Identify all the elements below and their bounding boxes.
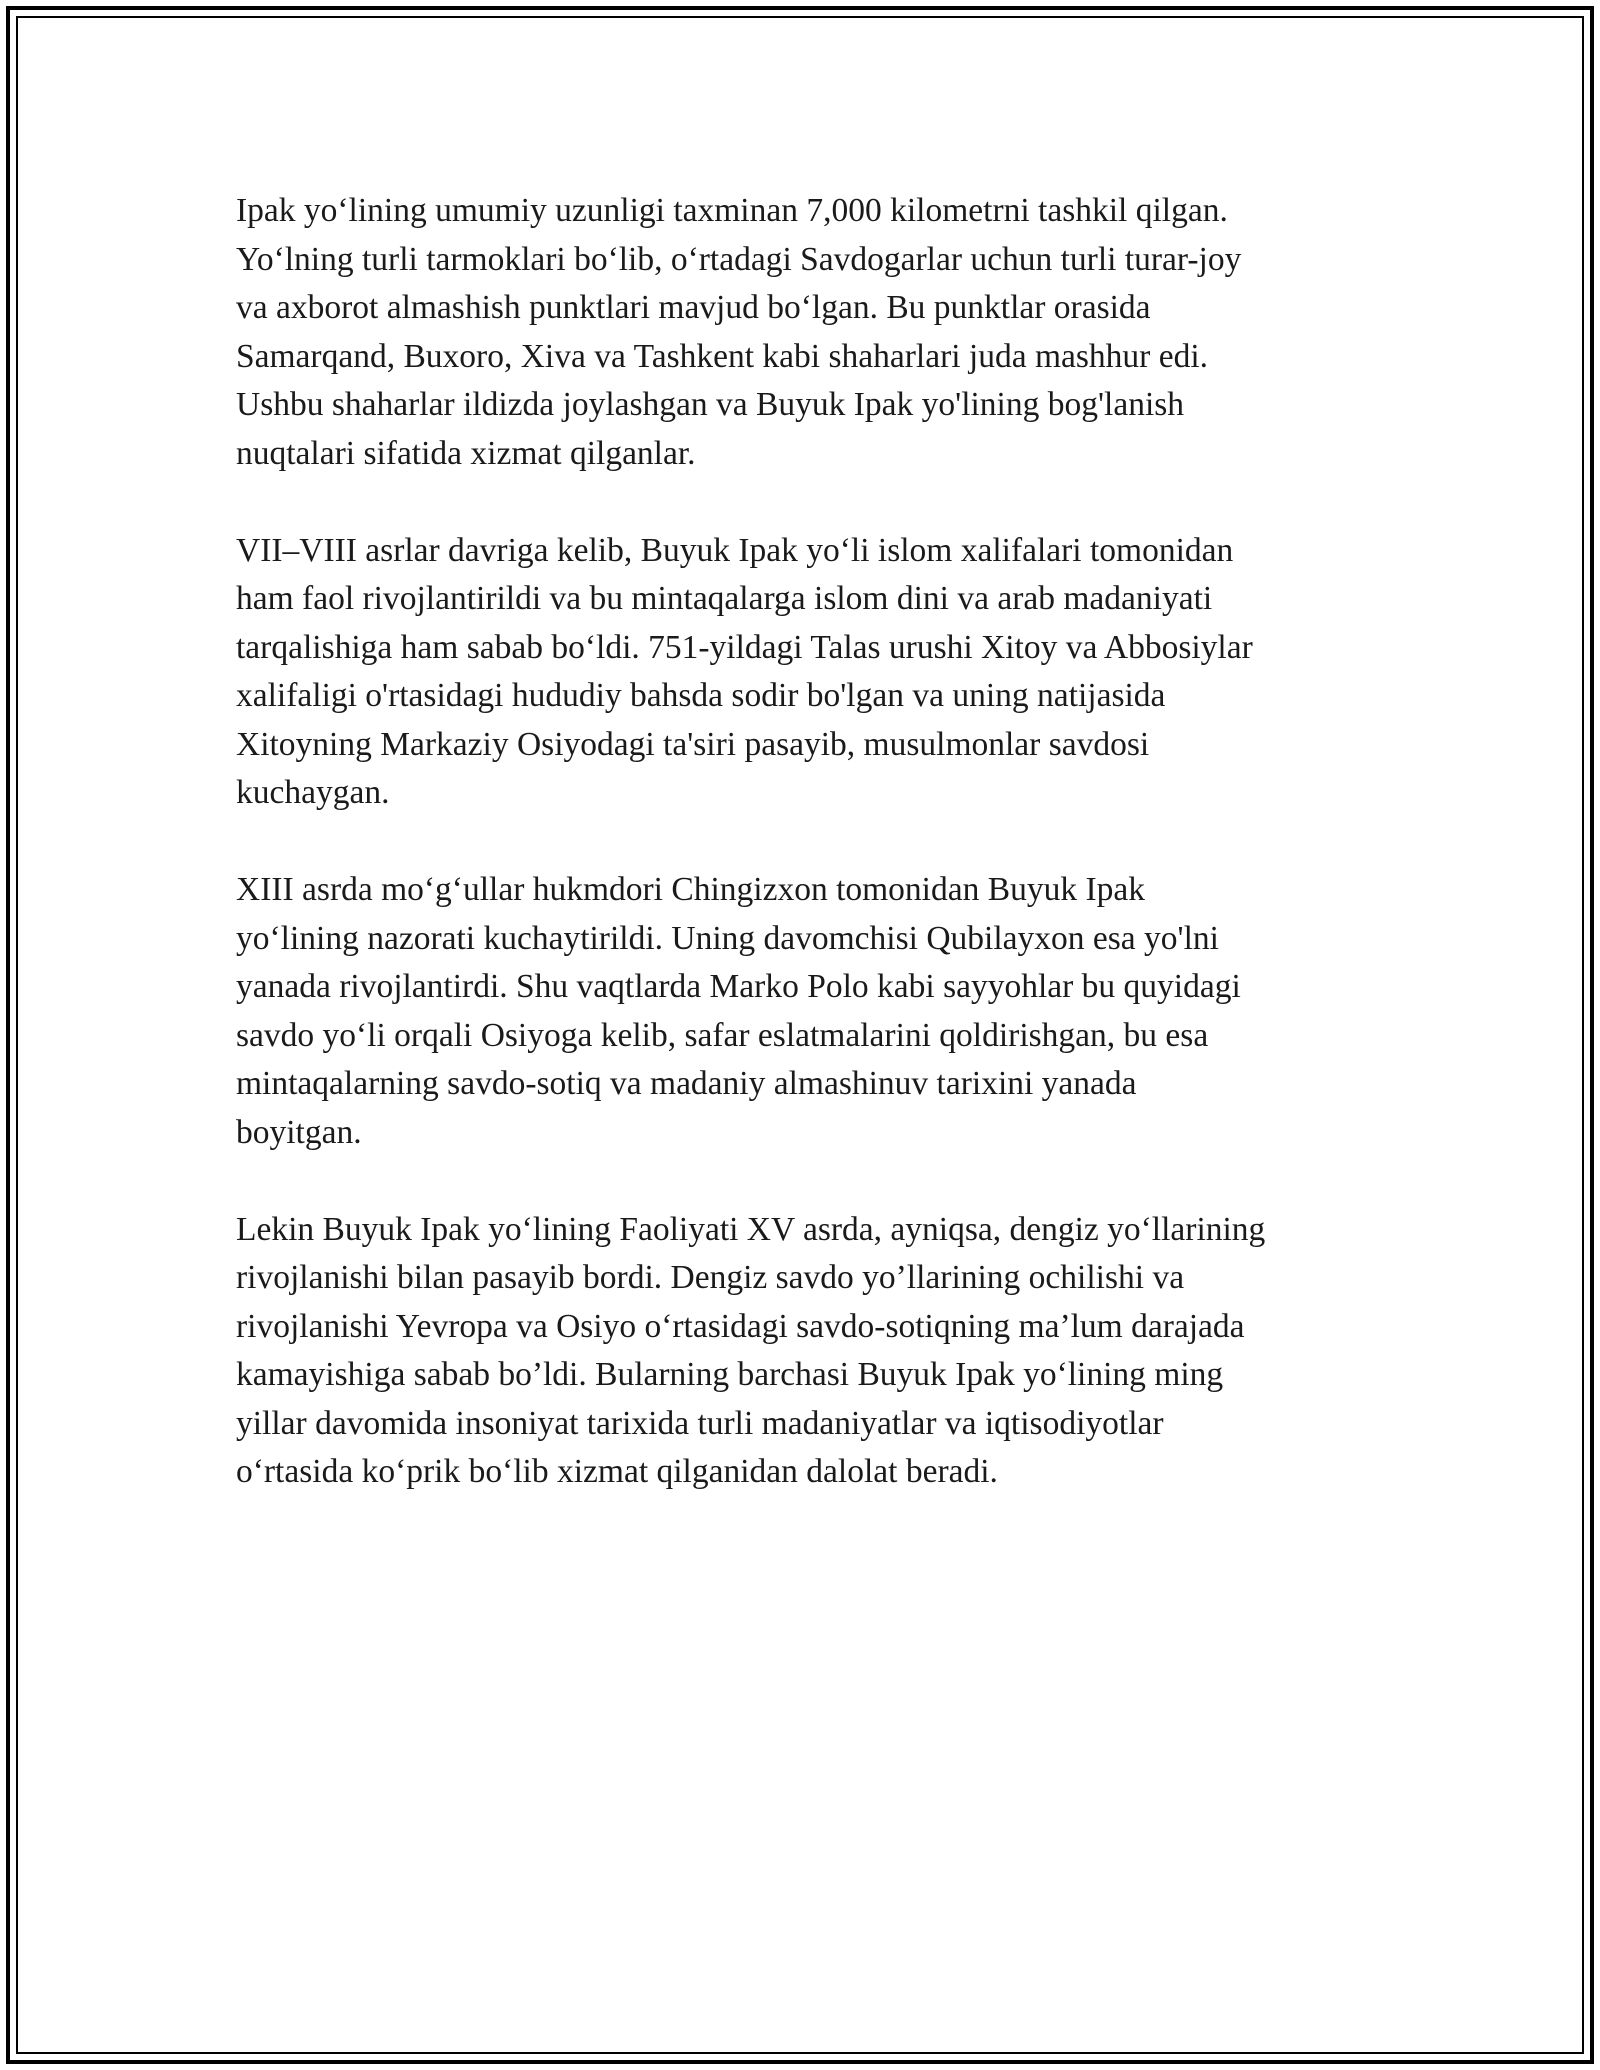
document-body: [236, 187, 1376, 1545]
paragraph-4: Lekin Buyuk Ipak yo‘lining Faoliyati XV asrda, ayniqsa, dengiz yo‘llarining rivojlanishi bilan pasayib bordi. Dengiz savdo yo’llarining ochilishi va rivojlanishi Yevropa va Osiyo o‘rtasidagi savdo-sotiqning ma’lum darajada kamayishiga sabab bo’ldi. Bularning barchasi Buyuk Ipak yo‘lining ming yillar davomida insoniyat tarixida turli madaniyatlar va iqtisodiyotlar o‘rtasida ko‘prik bo‘lib xizmat qilganidan dalolat beradi.: [236, 1210, 1266, 1490]
paragraph-2: VII–VIII asrlar davriga kelib, Buyuk Ipak yo‘li islom xalifalari tomonidan ham faol rivojlantirildi va bu mintaqalarga islom dini va arab madaniyati tarqalishiga ham sabab bo‘ldi. 751-yildagi Talas urushi Xitoy va Abbosiylar xalifaligi o'rtasidagi hududiy bahsda sodir bo'lgan va uning natijasida Xitoyning Markaziy Osiyodagi ta'siri pasayib, musulmonlar savdosi kuchaygan.: [236, 531, 1253, 811]
paragraph-1: Ipak yo‘lining umumiy uzunligi taxminan 7,000 kilometrni tashkil qilgan. Yo‘lning turli tarmoklari bo‘lib, o‘rtadagi Savdogarlar uchun turli turar-joy va axborot almashish punktlari mavjud bo‘lgan. Bu punktlar orasida Samarqand, Buxoro, Xiva va Tashkent kabi shaharlari juda mashhur edi. Ushbu shaharlar ildizda joylashgan va Buyuk Ipak yo'lining bog'lanish nuqtalari sifatida xizmat qilganlar.: [236, 192, 1242, 472]
paragraph-3: XIII asrda mo‘g‘ullar hukmdori Chingizxon tomonidan Buyuk Ipak yo‘lining nazorati kuchaytirildi. Uning davomchisi Qubilayxon esa yo'lni yanada rivojlantirdi. Shu vaqtlarda Marko Polo kabi sayyohlar bu quyidagi savdo yo‘li orqali Osiyoga kelib, safar eslatmalarini qoldirishgan, bu esa mintaqalarning savdo-sotiq va madaniy almashinuv tarixini yanada boyitgan.: [236, 871, 1241, 1151]
